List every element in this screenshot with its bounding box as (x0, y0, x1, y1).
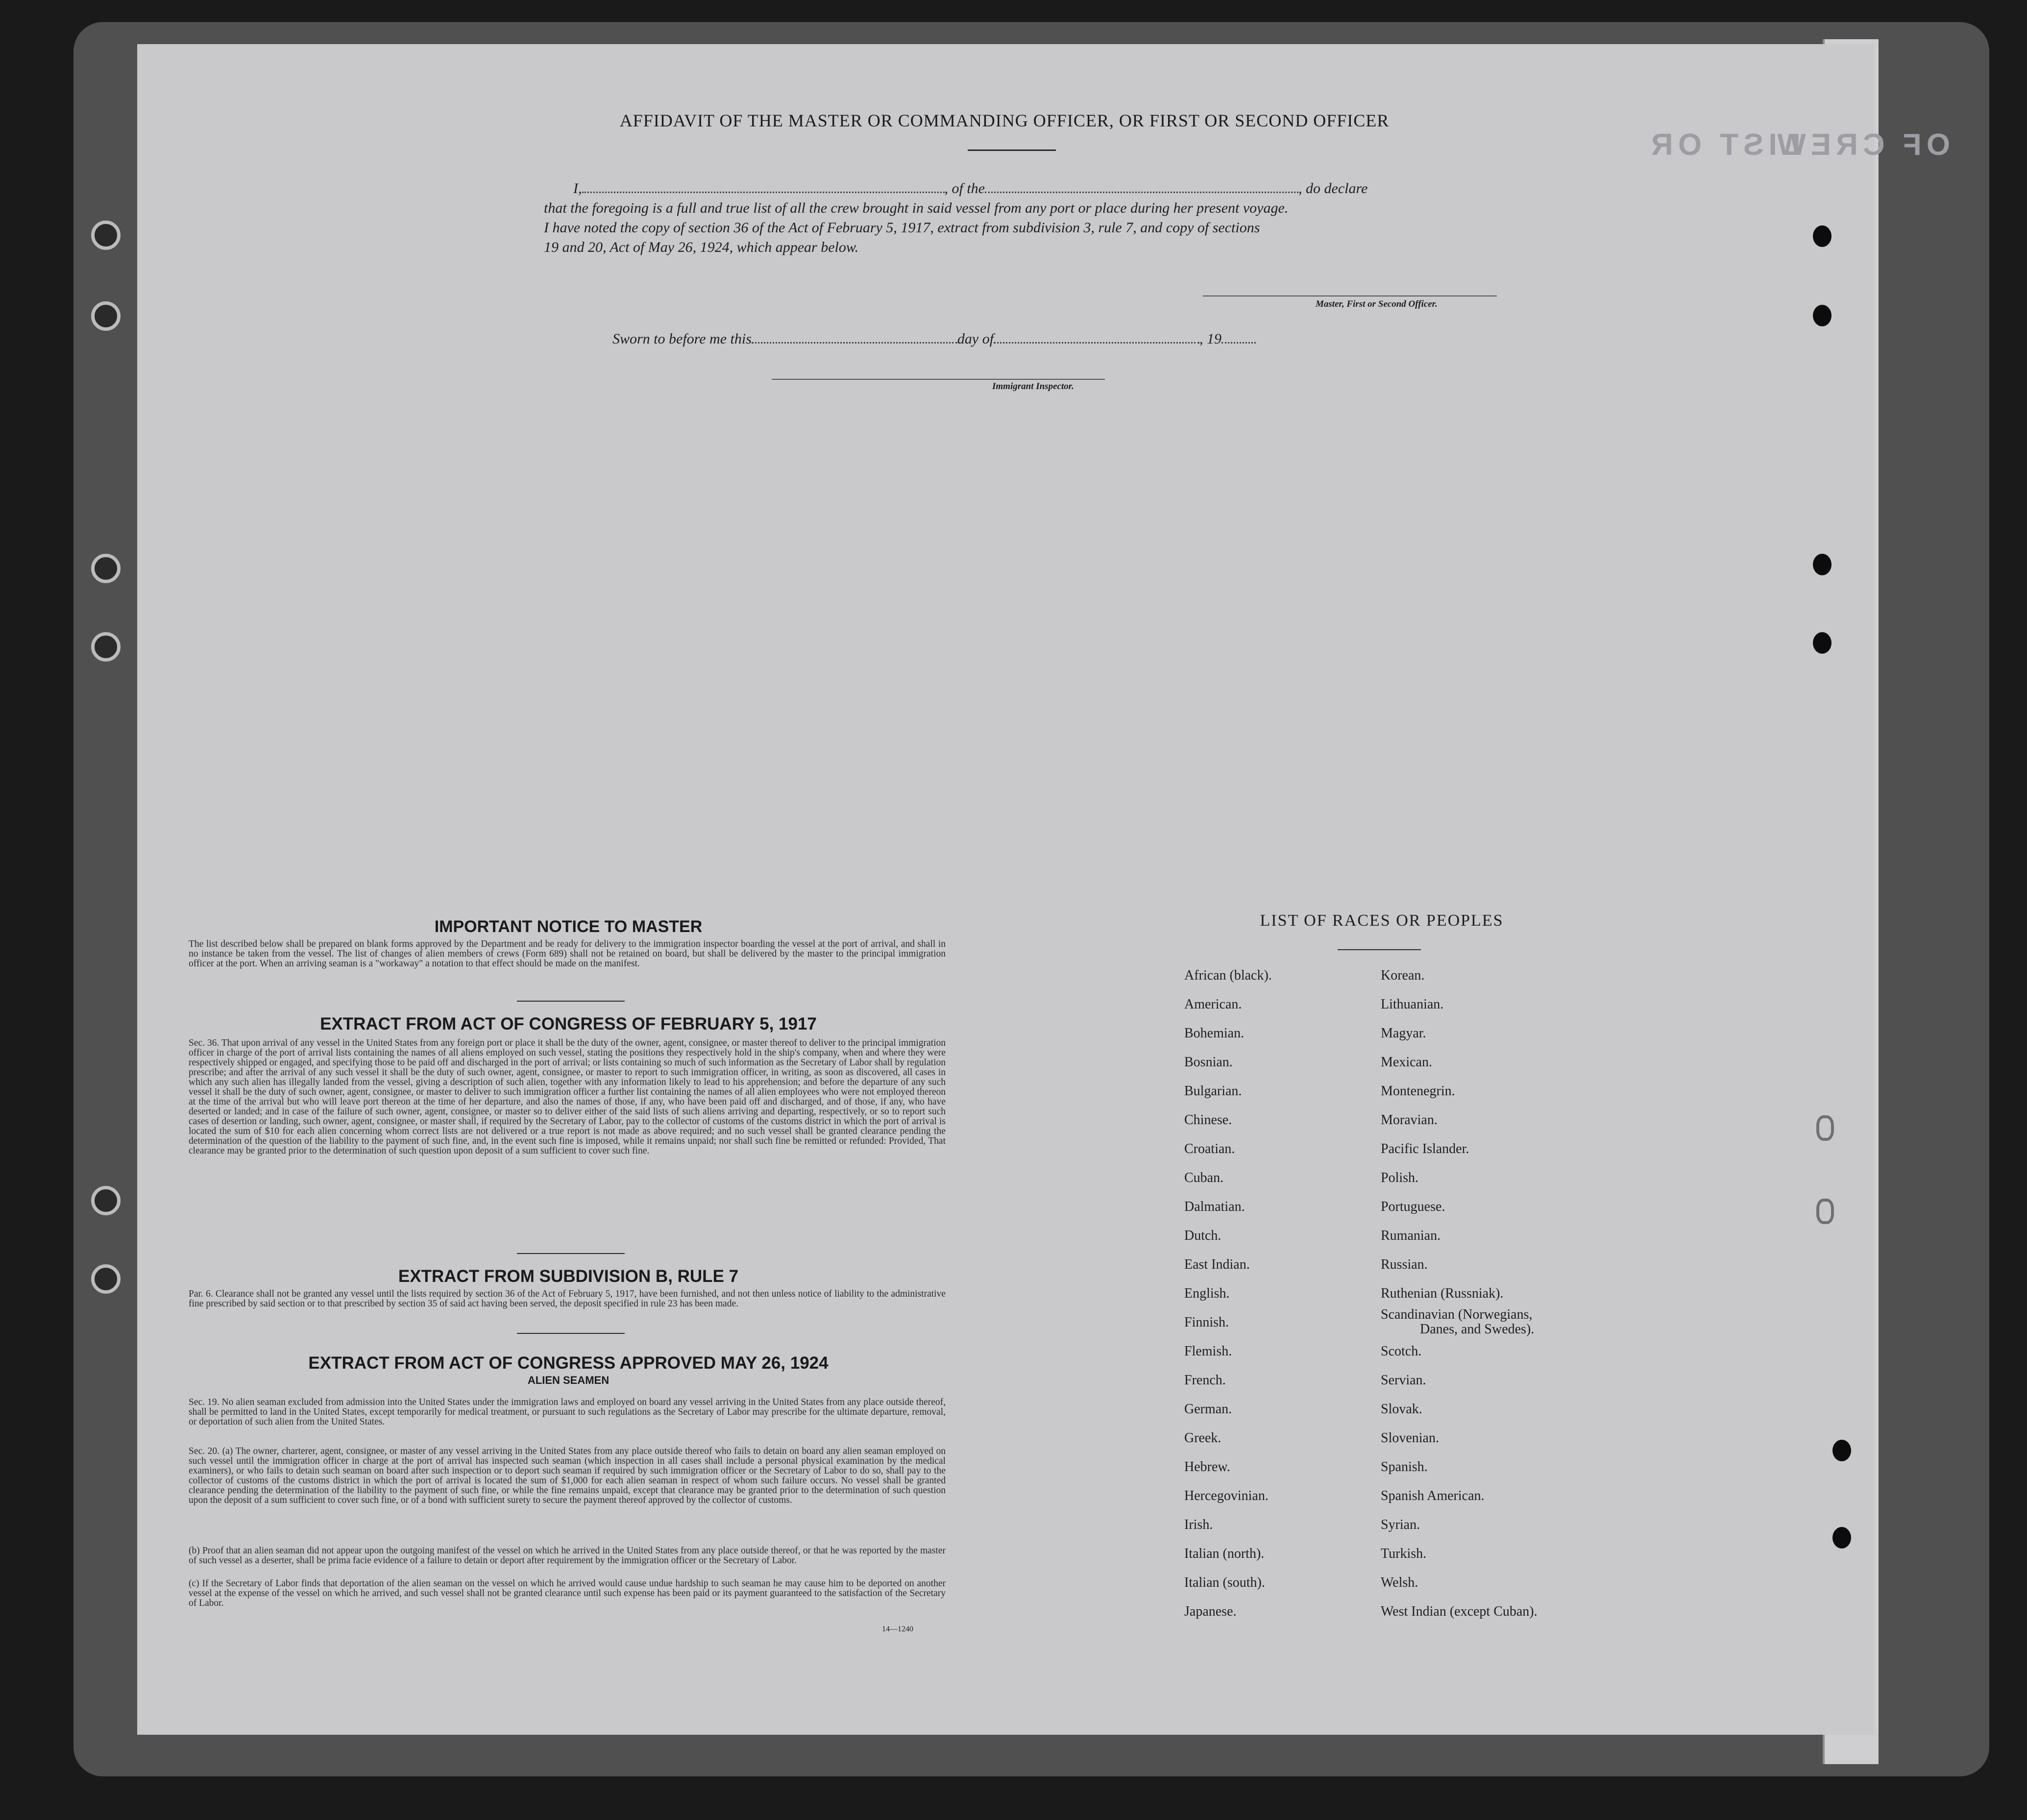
race-item: Pacific Islander. (1381, 1141, 1469, 1156)
race-item: Greek. (1184, 1430, 1221, 1446)
race-item: Flemish. (1184, 1344, 1232, 1359)
notice-text: The list described below shall be prepared on blank forms approved by the Department and be ready for delivery to the immigration inspector boarding the vessel at the port of arrival, and shall in no instance be taken from the vessel. The list of changes of alien members of crews (Form 689) shall not be retained on board, but shall be delivered by the master to the principal immigration officer at the port. When an arriving seaman is a "workaway" a notation to that effect should be made on the manifest. (189, 939, 946, 969)
name-blank (582, 192, 945, 193)
divider (517, 1253, 625, 1254)
race-item: Ruthenian (Russniak). (1381, 1286, 1504, 1301)
divider (968, 149, 1056, 151)
race-item: Slovak. (1381, 1402, 1422, 1417)
race-item: Chinese. (1184, 1112, 1232, 1128)
race-item: Korean. (1381, 968, 1425, 983)
punch-hole (1813, 225, 1832, 247)
vessel-blank (985, 192, 1298, 193)
race-item: Bohemian. (1184, 1026, 1245, 1041)
punch-hole (1832, 1440, 1851, 1461)
race-item: Scotch. (1381, 1344, 1422, 1359)
race-item: German. (1184, 1402, 1232, 1417)
race-item: Turkish. (1381, 1546, 1427, 1561)
race-item: English. (1184, 1286, 1230, 1301)
day-of-label: day of (957, 331, 994, 347)
race-item: African (black). (1184, 968, 1272, 983)
divider (517, 1001, 625, 1002)
of-the-label: , of the (944, 180, 985, 197)
affidavit-line-2: that the foregoing is a full and true list of all the crew brought in said vessel from any port or place during her present voyage. (544, 200, 1289, 216)
section-19-text: Sec. 19. No alien seaman excluded from admission into the United States under the immigration laws and employed on board any vessel arriving in the United States from any place outside thereof, shall be permitted to land in the United States, except temporarily for medical treatment, or pursuant to such regulations as the Secretary of Labor may prescribe for the ultimate departure, removal, or deportation of such alien from the United States. (189, 1397, 946, 1427)
race-item: Italian (south). (1184, 1575, 1265, 1590)
extract-1917-title: EXTRACT FROM ACT OF CONGRESS OF FEBRUARY 5, 1917 (320, 1014, 817, 1033)
race-item: Welsh. (1381, 1575, 1418, 1590)
race-item-continuation: Danes, and Swedes). (1420, 1322, 1535, 1337)
race-item: Rumanian. (1381, 1228, 1441, 1243)
race-item: Russian. (1381, 1257, 1428, 1272)
race-item: Finnish. (1184, 1315, 1229, 1330)
race-item: Dalmatian. (1184, 1199, 1245, 1214)
notice-title: IMPORTANT NOTICE TO MASTER (434, 917, 703, 936)
month-blank (994, 342, 1199, 344)
punch-hole (1832, 1527, 1851, 1549)
punch-hole (91, 301, 121, 331)
race-item: West Indian (except Cuban). (1381, 1604, 1538, 1619)
inspector-signature-line (772, 379, 1105, 380)
punch-hole (1813, 632, 1832, 654)
race-item: Bulgarian. (1184, 1083, 1242, 1099)
punch-hole (91, 554, 121, 583)
rule-7-text: Par. 6. Clearance shall not be granted any vessel until the lists required by section 36 of the Act of February 5, 1917, have been furnished, and not then unless notice of liability to the administrative fine prescribed by said section or to that prescribed by section 35 of said act having been served, the deposit specified in rule 23 has been made. (189, 1289, 946, 1309)
sworn-line (612, 329, 1568, 349)
affidavit-title: AFFIDAVIT OF THE MASTER OR COMMANDING OFFICER, OR FIRST OR SECOND OFFICER (619, 111, 1390, 130)
extract-1917-text: Sec. 36. That upon arrival of any vessel in the United States from any foreign port or place it shall be the duty of the owner, agent, consignee, or master thereof to deliver to the principal immigration officer in charge of the port of arrival lists containing the names of all aliens employed on such vessel, stating the positions they respectively hold in the ship's company, when and where they were respectively shipped or engaged, and specifying those to be paid off and discharged in the port of arrival; or lists containing so much of such information as the Secretary of Labor shall by regulation prescribe; and after the arrival of any such vessel it shall be the duty of such owner, agent, consignee, or master to report to such immigration officer, in writing, as soon as discovered, all cases in which any such alien has illegally landed from the vessel, giving a description of such alien, together with any information likely to lead to his apprehension; and before the departure of any such vessel it shall be the duty of such owner, agent, consignee, or master to deliver to such immigration officer a further list containing the names of all alien employees who were not employed thereon at the time of the arrival but who will leave port thereon at the time of her departure, and also the names of those, if any, who have been paid off and discharged, and of those, if any, who have deserted or landed; and in case of the failure of such owner, agent, consignee, or master so to deliver either of the said lists of such aliens arriving and departing, respectively, or so to report such cases of desertion or landing, such owner, agent, consignee, or master shall, if required by the Secretary of Labor, pay to the collector of customs of the customs district in which the port of arrival is located the sum of $10 for each alien concerning whom correct lists are not delivered or a true report is not made as above required; and no such vessel shall be granted clearance pending the determination of the question of the liability to the payment of such fine, and, in the event such fine is imposed, while it remains unpaid; nor shall such fine be remitted or refunded: Provided, That clearance may be granted prior to the determination of such question upon deposit of a sum sufficient to cover such fine. (189, 1038, 946, 1156)
race-item: Japanese. (1184, 1604, 1237, 1619)
punch-hole (91, 1186, 121, 1215)
race-item: Polish. (1381, 1170, 1419, 1185)
do-declare-label: , do declare (1298, 180, 1368, 197)
race-item: Servian. (1381, 1373, 1426, 1388)
punch-hole (91, 1264, 121, 1294)
affidavit-line-3: I have noted the copy of section 36 of the Act of February 5, 1917, extract from subdivision 3, rule 7, and copy of sections (544, 220, 1260, 236)
rule-7-title: EXTRACT FROM SUBDIVISION B, RULE 7 (398, 1267, 739, 1286)
punch-hole (91, 221, 121, 250)
master-signature-caption: Master, First or Second Officer. (1316, 299, 1438, 309)
race-item: Portuguese. (1381, 1199, 1445, 1214)
punch-hole (1813, 305, 1832, 326)
race-item: Dutch. (1184, 1228, 1221, 1243)
race-item: Moravian. (1381, 1112, 1438, 1128)
race-item: Croatian. (1184, 1141, 1235, 1156)
section-20c-text: (c) If the Secretary of Labor finds that deportation of the alien seaman on the vessel on which he arrived would cause undue hardship to such seaman he may cause him to be deported on another vessel at the expense of the vessel on which he arrived, and such vessel shall not be granted clearance until such expense has been paid or its payment guaranteed to the satisfaction of the Secretary of Labor. (189, 1578, 946, 1608)
race-item: Cuban. (1184, 1170, 1224, 1185)
race-item: Bosnian. (1184, 1055, 1233, 1070)
race-item: Italian (north). (1184, 1546, 1265, 1561)
affidavit-first-line (544, 179, 1499, 198)
extract-1924-subtitle: ALIEN SEAMEN (527, 1374, 610, 1386)
punch-hole (1813, 554, 1832, 575)
punch-hole (1816, 1115, 1834, 1141)
divider (517, 1333, 625, 1334)
master-signature-line (1203, 295, 1497, 296)
race-item: Montenegrin. (1381, 1083, 1455, 1099)
i-label: I, (573, 180, 582, 197)
race-item: American. (1184, 997, 1242, 1012)
affidavit-line-4: 19 and 20, Act of May 26, 1924, which appear below. (544, 239, 859, 255)
race-item: Magyar. (1381, 1026, 1426, 1041)
race-item: East Indian. (1184, 1257, 1250, 1272)
punch-hole (1816, 1199, 1834, 1224)
race-item: Spanish. (1381, 1459, 1428, 1475)
section-20b-text: (b) Proof that an alien seaman did not appear upon the outgoing manifest of the vessel on which he arrived in the United States from any place outside thereof, or that he was reported by the master of such vessel as a deserter, shall be prima facie evidence of a failure to detain or deport after requirement by the immigration officer or the Secretary of Labor. (189, 1546, 946, 1566)
punch-hole (91, 632, 121, 662)
race-item: Syrian. (1381, 1517, 1420, 1532)
form-number: 14—1240 (882, 1625, 913, 1633)
race-item: Hebrew. (1184, 1459, 1230, 1475)
year-blank (1221, 342, 1256, 344)
race-item: Irish. (1184, 1517, 1213, 1532)
bleed-through-text (1646, 127, 1950, 764)
sworn-date-blank (752, 342, 957, 344)
race-item: Mexican. (1381, 1055, 1432, 1070)
race-item: Spanish American. (1381, 1488, 1485, 1503)
bleed-through-line-2: OF CREW (1772, 128, 1950, 162)
race-item: Slovenian. (1381, 1430, 1439, 1446)
year-label: , 19 (1199, 331, 1222, 347)
race-item: Scandinavian (Norwegians, (1381, 1307, 1533, 1322)
extract-1924-title: EXTRACT FROM ACT OF CONGRESS APPROVED MAY 26, 1924 (308, 1353, 829, 1373)
race-item: Lithuanian. (1381, 997, 1444, 1012)
race-item: Hercegovinian. (1184, 1488, 1269, 1503)
section-20a-text: Sec. 20. (a) The owner, charterer, agent, consignee, or master of any vessel arriving in the United States from any place outside thereof who fails to detain on board any alien seaman employed on such vessel until the immigration officer in charge at the port of arrival has inspected such seaman (which inspection in all cases shall include a personal physical examination by the medical examiners), or who fails to detain such seaman on board after such inspection or to deport such seaman if required by such immigration officer or the Secretary of Labor to do so, shall pay to the collector of customs of the customs district in which the port of arrival is located the sum of $1,000 for each alien seaman in respect of whom such failure occurs. No vessel shall be granted clearance pending the determination of the liability to the payment of such fine, or while the fine remains unpaid, except that clearance may be granted prior to the determination of such question upon the deposit of a sum sufficient to cover such fine, or of a bond with sufficient surety to secure the payment thereof approved by the collector of customs. (189, 1446, 946, 1505)
race-item: French. (1184, 1373, 1226, 1388)
races-title: LIST OF RACES OR PEOPLES (1260, 911, 1504, 930)
inspector-signature-caption: Immigrant Inspector. (992, 381, 1074, 392)
bleed-through-line-1: LIST OR (1646, 128, 1801, 162)
divider (1338, 949, 1421, 950)
sworn-label: Sworn to before me this (612, 331, 752, 347)
